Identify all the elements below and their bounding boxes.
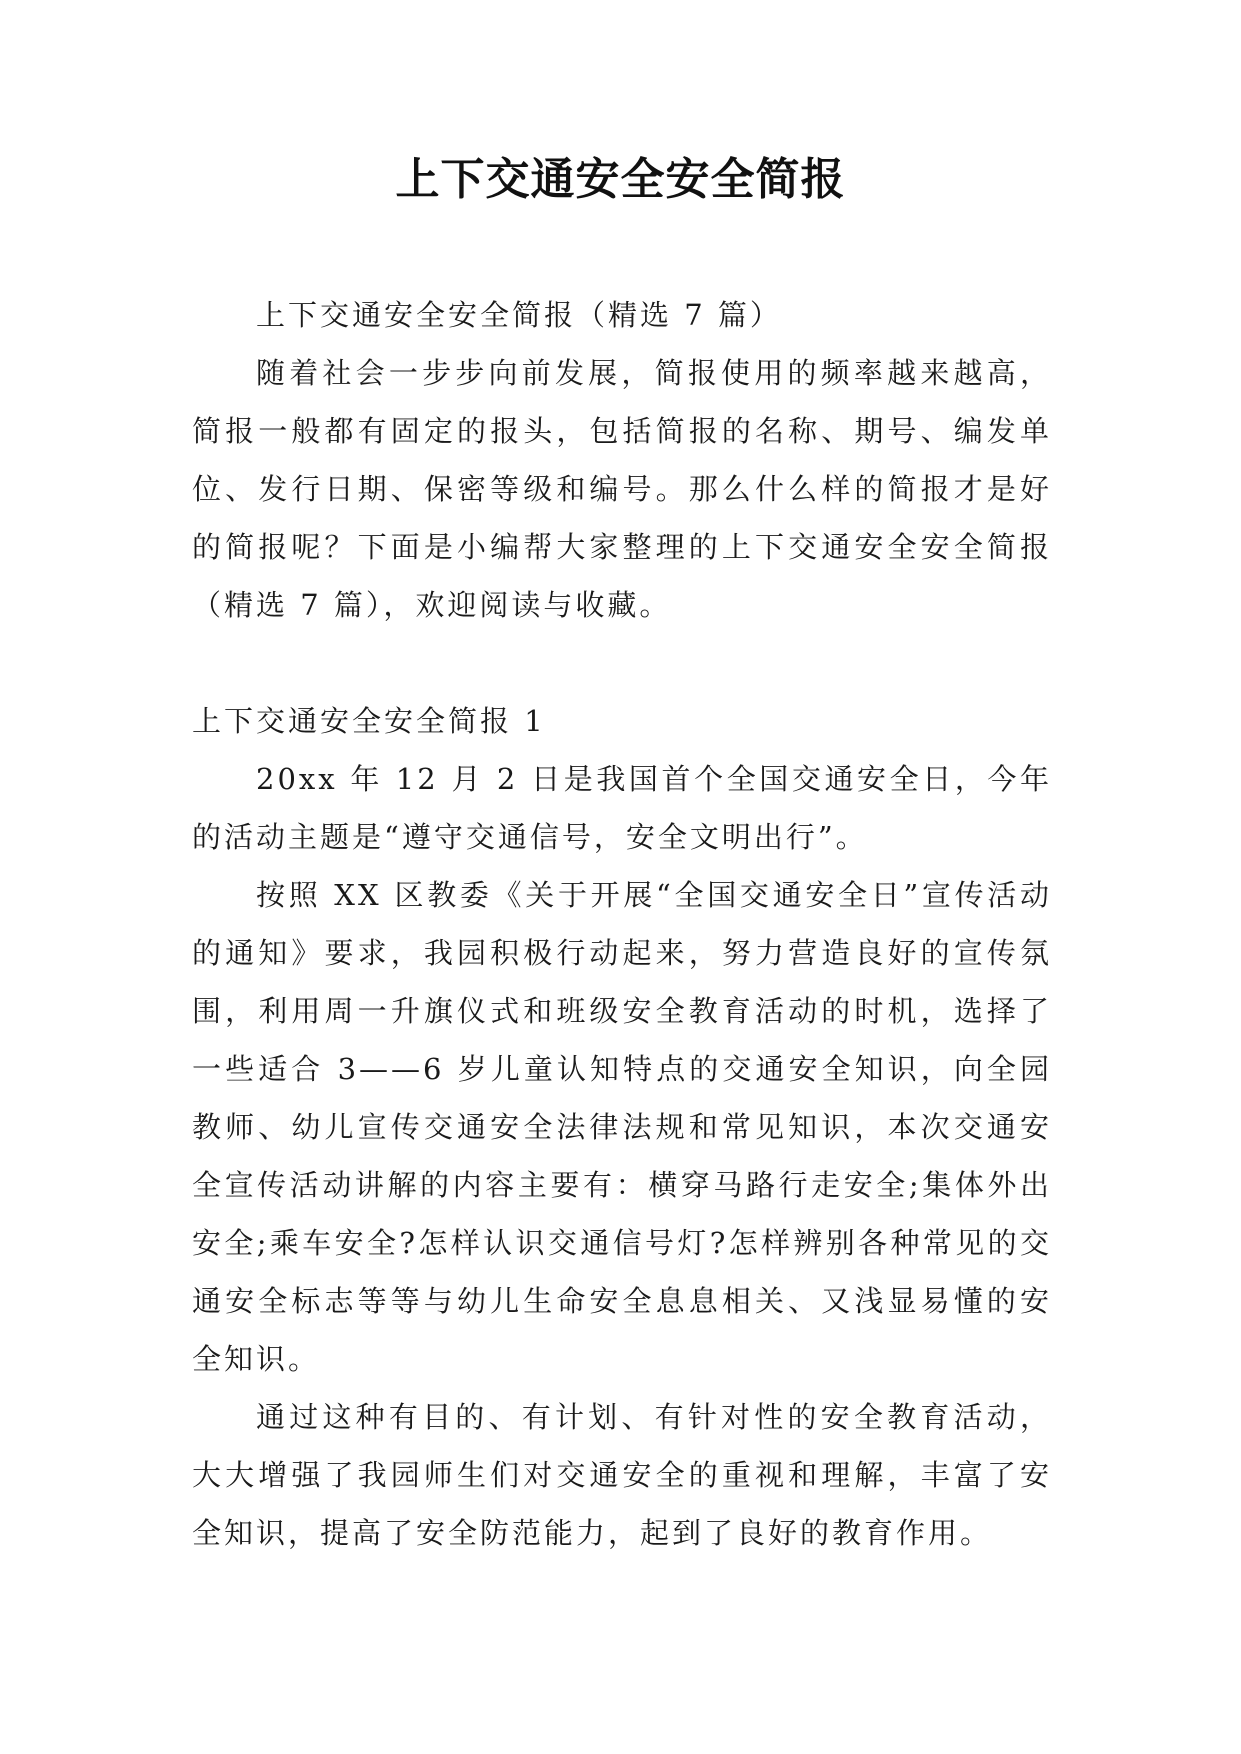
document-title: 上下交通安全安全简报 bbox=[395, 154, 846, 205]
intro-paragraph: 随着社会一步步向前发展，简报使用的频率越来越高，简报一般都有固定的报头，包括简报的名称、期号、编发单位、发行日期、保密等级和编号。那么什么样的简报才是好的简报呢？下面是小编帮大家整理的上下交通安全安全简报（精选 7 篇），欢迎阅读与收藏。 bbox=[192, 356, 1052, 622]
section-heading: 上下交通安全安全简报 1 bbox=[192, 704, 546, 738]
section-paragraph-2: 按照 XX 区教委《关于开展“全国交通安全日”宣传活动的通知》要求，我园积极行动起来，努力营造良好的宣传氛围，利用周一升旗仪式和班级安全教育活动的时机，选择了一些适合 3——6 岁儿童认知特点的交通安全知识，向全园教师、幼儿宣传交通安全法律法规和常见知识，本次交通安全宣传活动讲解的内容主要有：横穿马路行走安全;集体外出安全;乘车安全?怎样认识交通信号灯?怎样辨别各种常见的交通安全标志等等与幼儿生命安全息息相关、又浅显易懂的安全知识。 bbox=[192, 878, 1052, 1376]
section-paragraph-1: 20xx 年 12 月 2 日是我国首个全国交通安全日，今年的活动主题是“遵守交通信号，安全文明出行”。 bbox=[192, 762, 1052, 854]
document-body bbox=[192, 286, 1052, 1562]
section-paragraph-3: 通过这种有目的、有计划、有针对性的安全教育活动，大大增强了我园师生们对交通安全的重视和理解，丰富了安全知识，提高了安全防范能力，起到了良好的教育作用。 bbox=[192, 1400, 1052, 1550]
document-subtitle: 上下交通安全安全简报（精选 7 篇） bbox=[256, 298, 782, 332]
